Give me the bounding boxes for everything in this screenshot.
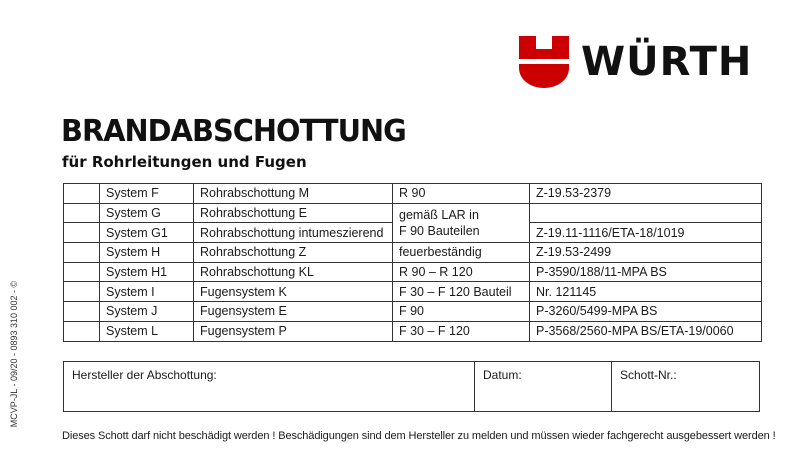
brand-name: WÜRTH bbox=[581, 39, 753, 85]
check-cell[interactable] bbox=[64, 243, 100, 263]
table-row bbox=[64, 262, 762, 282]
rating-cell: R 90 – R 120 bbox=[393, 262, 530, 282]
system-cell: System G1 bbox=[100, 223, 194, 243]
rating-cell: F 30 – F 120 Bauteil bbox=[393, 282, 530, 302]
manufacturer-label: Hersteller der Abschottung: bbox=[72, 368, 217, 382]
check-cell[interactable] bbox=[64, 184, 100, 204]
schott-number-field[interactable] bbox=[611, 362, 759, 411]
check-cell[interactable] bbox=[64, 262, 100, 282]
page-title: BRANDABSCHOTTUNG bbox=[61, 114, 406, 149]
rating-cell: feuerbeständig bbox=[393, 243, 530, 263]
approval-cell: Z-19.11-1116/ETA-18/1019 bbox=[530, 223, 762, 243]
approval-cell: P-3590/188/11-MPA BS bbox=[530, 262, 762, 282]
table-row bbox=[64, 282, 762, 302]
wurth-mark-icon bbox=[519, 36, 569, 88]
system-cell: System J bbox=[100, 302, 194, 322]
rating-line: F 90 Bauteilen bbox=[399, 224, 480, 239]
approval-cell: Z-19.53-2379 bbox=[530, 184, 762, 204]
rating-cell: F 30 – F 120 bbox=[393, 321, 530, 341]
description-cell: Rohrabschottung E bbox=[194, 203, 393, 223]
systems-table bbox=[63, 183, 762, 342]
check-cell[interactable] bbox=[64, 321, 100, 341]
rating-line: gemäß LAR in bbox=[399, 208, 479, 223]
warning-footer: Dieses Schott darf nicht beschädigt werden ! Beschädigungen sind dem Hersteller zu melden und müssen wieder fachgerecht ausgebessert werden ! bbox=[62, 430, 776, 442]
manufacturer-field[interactable] bbox=[64, 362, 474, 411]
check-cell[interactable] bbox=[64, 282, 100, 302]
rating-cell: R 90 bbox=[393, 184, 530, 204]
schott-number-label: Schott-Nr.: bbox=[620, 368, 677, 382]
description-cell: Rohrabschottung KL bbox=[194, 262, 393, 282]
rating-cell: F 90 bbox=[393, 302, 530, 322]
date-label: Datum: bbox=[483, 368, 522, 382]
system-cell: System L bbox=[100, 321, 194, 341]
description-cell: Rohrabschottung intumeszierend bbox=[194, 223, 393, 243]
check-cell[interactable] bbox=[64, 302, 100, 322]
description-cell: Fugensystem K bbox=[194, 282, 393, 302]
approval-cell bbox=[530, 203, 762, 223]
table-row bbox=[64, 302, 762, 322]
system-cell: System H1 bbox=[100, 262, 194, 282]
approval-cell: P-3260/5499-MPA BS bbox=[530, 302, 762, 322]
wurth-logo bbox=[519, 36, 764, 88]
description-cell: Rohrabschottung Z bbox=[194, 243, 393, 263]
table-row bbox=[64, 243, 762, 263]
approval-cell: Nr. 121145 bbox=[530, 282, 762, 302]
description-cell: Fugensystem P bbox=[194, 321, 393, 341]
system-cell: System H bbox=[100, 243, 194, 263]
approval-cell: Z-19.53-2499 bbox=[530, 243, 762, 263]
check-cell[interactable] bbox=[64, 203, 100, 223]
table-row bbox=[64, 203, 762, 223]
approval-cell: P-3568/2560-MPA BS/ETA-19/0060 bbox=[530, 321, 762, 341]
date-field[interactable] bbox=[474, 362, 611, 411]
description-cell: Rohrabschottung M bbox=[194, 184, 393, 204]
system-cell: System F bbox=[100, 184, 194, 204]
system-cell: System G bbox=[100, 203, 194, 223]
rating-cell bbox=[393, 203, 530, 242]
signature-box bbox=[63, 361, 760, 412]
table-row bbox=[64, 184, 762, 204]
check-cell[interactable] bbox=[64, 223, 100, 243]
description-cell: Fugensystem E bbox=[194, 302, 393, 322]
system-cell: System I bbox=[100, 282, 194, 302]
page-subtitle: für Rohrleitungen und Fugen bbox=[62, 153, 307, 171]
side-document-code: MCVP-JL - 09/20 - 0893 310 002 - © bbox=[9, 280, 19, 428]
table-row bbox=[64, 321, 762, 341]
